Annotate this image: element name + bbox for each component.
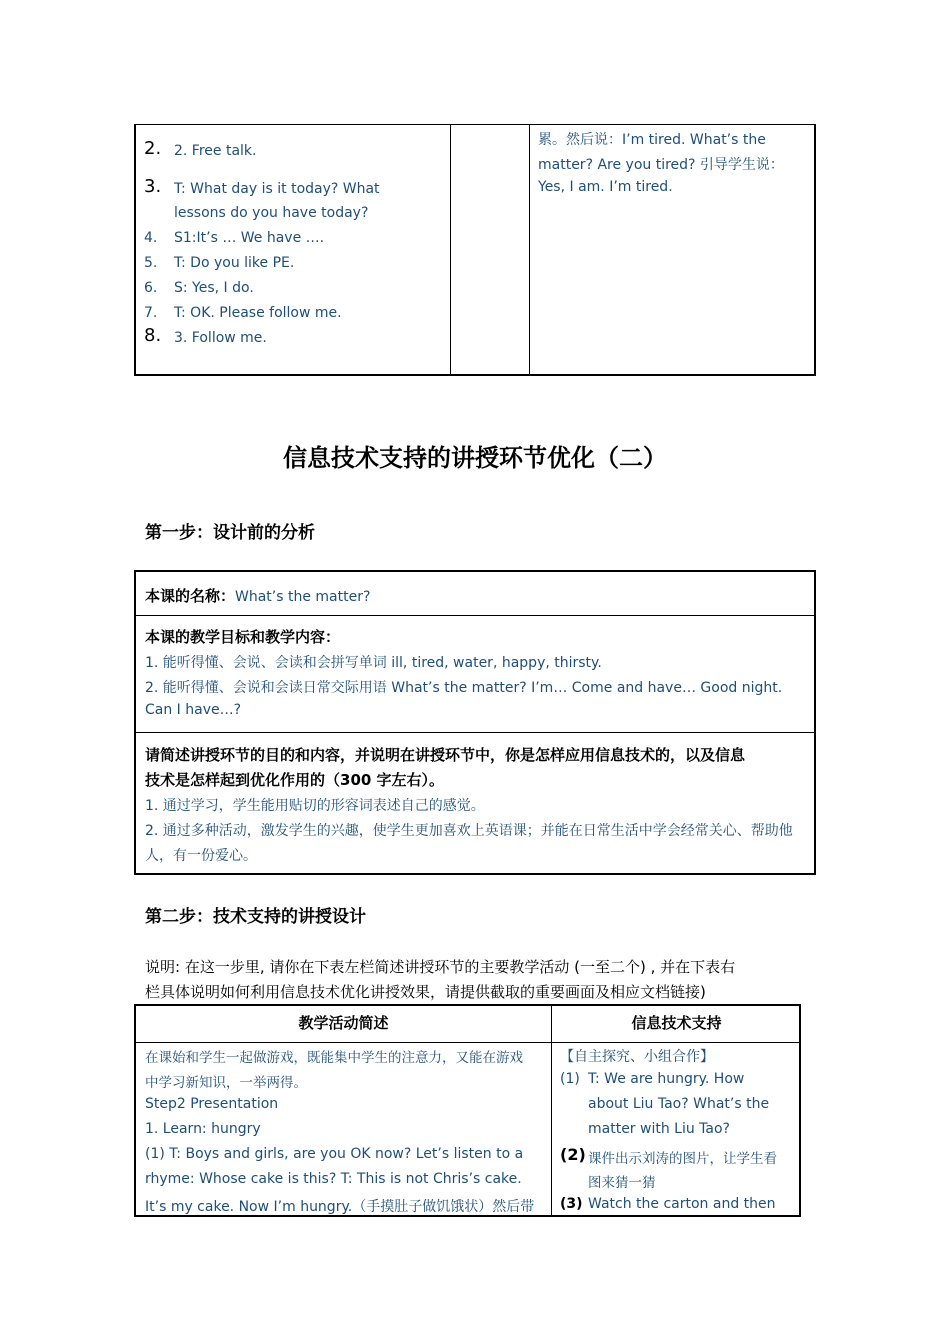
- activity-line: 1. Learn: hungry: [145, 1121, 261, 1137]
- question-line: 技术是怎样起到优化作用的（300 字左右）。: [145, 771, 445, 789]
- support-line: matter with Liu Tao?: [588, 1121, 730, 1137]
- table-column-notes: [530, 125, 814, 374]
- column-divider: [551, 1006, 552, 1215]
- header-activities: 教学活动简述: [298, 1014, 389, 1032]
- activity-line: It’s my cake. Now I’m hungry.（手摸肚子做饥饿状）然后带: [145, 1199, 535, 1215]
- support-line: T: We are hungry. How: [588, 1071, 745, 1087]
- lesson-name-row: [136, 572, 814, 616]
- design-table: [134, 1004, 801, 1217]
- goal-line: 1. 能听得懂、会说、会读和会拼写单词 ill, tired, water, happy, thirsty.: [145, 655, 602, 671]
- instruction-line: 说明: 在这一步里, 请你在下表左栏简述讲授环节的主要教学活动 (一至二个) , 并在下表右: [145, 958, 736, 976]
- note-line: Yes, I am. I’m tired.: [538, 179, 673, 195]
- support-line: (1): [560, 1071, 580, 1087]
- note-line: matter? Are you tired? 引导学生说：: [538, 157, 784, 173]
- activity-line: 在课始和学生一起做游戏，既能集中学生的注意力，又能在游戏: [145, 1050, 523, 1066]
- support-line: (2): [560, 1145, 586, 1164]
- goal-line: 2. 能听得懂、会说和会读日常交际用语 What’s the matter? I’m… Come and have… Good night.: [145, 680, 783, 696]
- activity-line: rhyme: Whose cake is this? T: This is not Chris’s cake.: [145, 1171, 522, 1187]
- table-column-empty: [450, 125, 530, 374]
- support-line: 课件出示刘涛的图片，让学生看: [588, 1151, 777, 1167]
- step1-heading: 第一步：设计前的分析: [145, 523, 315, 543]
- goals-row: [136, 615, 814, 733]
- activity-line: Step2 Presentation: [145, 1096, 279, 1112]
- lesson-name-value: What’s the matter?: [235, 589, 371, 605]
- goal-line: Can I have…?: [145, 702, 242, 718]
- support-line: 【自主探究、小组合作】: [560, 1049, 714, 1065]
- note-line: 累。然后说：I’m tired. What’s the: [538, 132, 766, 148]
- table-column-activities: 2. 2. Free talk. 3. T: What day is it today? What lessons do you have today? 4. S1:It’s … We have …. 5. T: Do you like PE. 6. S: Yes, I do. 7. T: OK. Please follow me. 8. 3. Follow me.: [136, 125, 451, 374]
- analysis-table: [134, 570, 816, 875]
- header-it-support: 信息技术支持: [631, 1014, 722, 1032]
- goals-label: 本课的教学目标和教学内容：: [145, 628, 341, 646]
- lesson-steps-table: [134, 124, 816, 376]
- support-line: Watch the carton and then: [588, 1196, 776, 1212]
- activity-line: 中学习新知识，一举两得。: [145, 1075, 307, 1091]
- instruction-line: 栏具体说明如何利用信息技术优化讲授效果，请提供截取的重要画面及相应文档链接): [145, 983, 706, 1001]
- page-title: 信息技术支持的讲授环节优化（二）: [283, 444, 667, 472]
- activity-line: (1) T: Boys and girls, are you OK now? Let’s listen to a: [145, 1146, 524, 1162]
- question-line: 请简述讲授环节的目的和内容，并说明在讲授环节中，你是怎样应用信息技术的，以及信息: [145, 746, 746, 764]
- answer-line: 2. 通过多种活动，激发学生的兴趣，使学生更加喜欢上英语课；并能在日常生活中学会经常关心、帮助他: [145, 823, 793, 839]
- answer-line: 人，有一份爱心。: [145, 848, 257, 864]
- support-line: about Liu Tao? What’s the: [588, 1096, 770, 1112]
- step2-heading: 第二步：技术支持的讲授设计: [145, 907, 366, 927]
- support-line: (3): [560, 1196, 583, 1212]
- question-row: [136, 732, 814, 873]
- lesson-name-label: 本课的名称：: [145, 587, 236, 605]
- support-line: 图来猜一猜: [588, 1175, 656, 1191]
- table-header: [136, 1006, 799, 1043]
- answer-line: 1. 通过学习，学生能用贴切的形容词表述自己的感觉。: [145, 798, 485, 814]
